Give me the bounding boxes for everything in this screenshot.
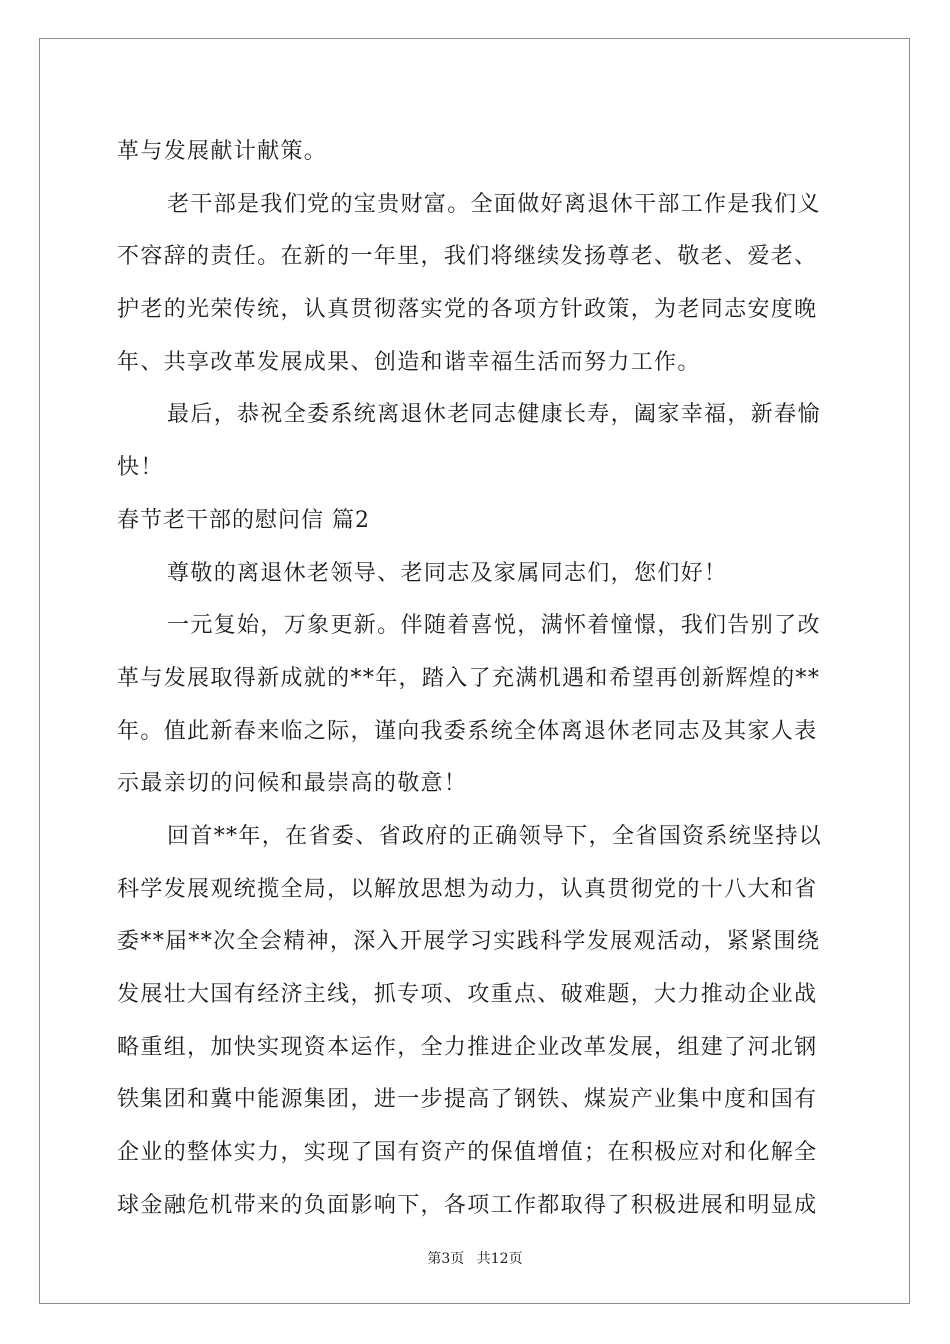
text-line: 最后，恭祝全委系统离退休老同志健康长寿，阖家幸福，新春愉	[167, 402, 821, 428]
text-line: 不容辞的责任。在新的一年里，我们将继续发扬尊老、敬老、爱老、	[117, 244, 818, 270]
text-line: 铁集团和冀中能源集团，进一步提高了钢铁、煤炭产业集中度和国有	[117, 1087, 818, 1113]
text-line: 护老的光荣传统，认真贯彻落实党的各项方针政策，为老同志安度晚	[117, 297, 818, 323]
text-line: 革与发展取得新成就的**年，踏入了充满机遇和希望再创新辉煌的**	[117, 665, 821, 691]
text-line: 革与发展献计献策。	[117, 139, 328, 164]
text-line: 一元复始，万象更新。伴随着喜悦，满怀着憧憬，我们告别了改	[167, 613, 821, 639]
section-heading: 春节老干部的慰问信 篇2	[117, 507, 370, 533]
page-total: 共12页	[476, 1251, 523, 1267]
page-footer	[0, 1248, 950, 1268]
text-line: 发展壮大国有经济主线，抓专项、攻重点、破难题，大力推动企业战	[117, 982, 818, 1007]
text-line: 老干部是我们党的宝贵财富。全面做好离退休干部工作是我们义	[167, 191, 821, 217]
text-line: 略重组，加快实现资本运作，全力推进企业改革发展，组建了河北钢	[117, 1034, 818, 1060]
page-number: 第3页	[427, 1251, 465, 1267]
text-line: 回首**年，在省委、省政府的正确领导下，全省国资系统坚持以	[167, 823, 823, 849]
text-line: 企业的整体实力，实现了国有资产的保值增值；在积极应对和化解全	[117, 1140, 818, 1166]
text-line: 示最亲切的问候和最崇高的敬意！	[117, 771, 468, 797]
text-line: 年、共享改革发展成果、创造和谐幸福生活而努力工作。	[117, 349, 701, 375]
text-line: 科学发展观统揽全局，以解放思想为动力，认真贯彻党的十八大和省	[117, 876, 818, 902]
text-line: 球金融危机带来的负面影响下，各项工作都取得了积极进展和明显成	[117, 1192, 818, 1218]
text-line: 尊敬的离退休老领导、老同志及家属同志们，您们好！	[167, 560, 728, 586]
text-line: 委**届**次全会精神，深入开展学习实践科学发展观活动，紧紧围绕	[117, 929, 821, 955]
document-body	[117, 126, 835, 1232]
text-line: 快！	[117, 455, 164, 481]
text-line: 年。值此新春来临之际，谨向我委系统全体离退休老同志及其家人表	[117, 718, 818, 744]
